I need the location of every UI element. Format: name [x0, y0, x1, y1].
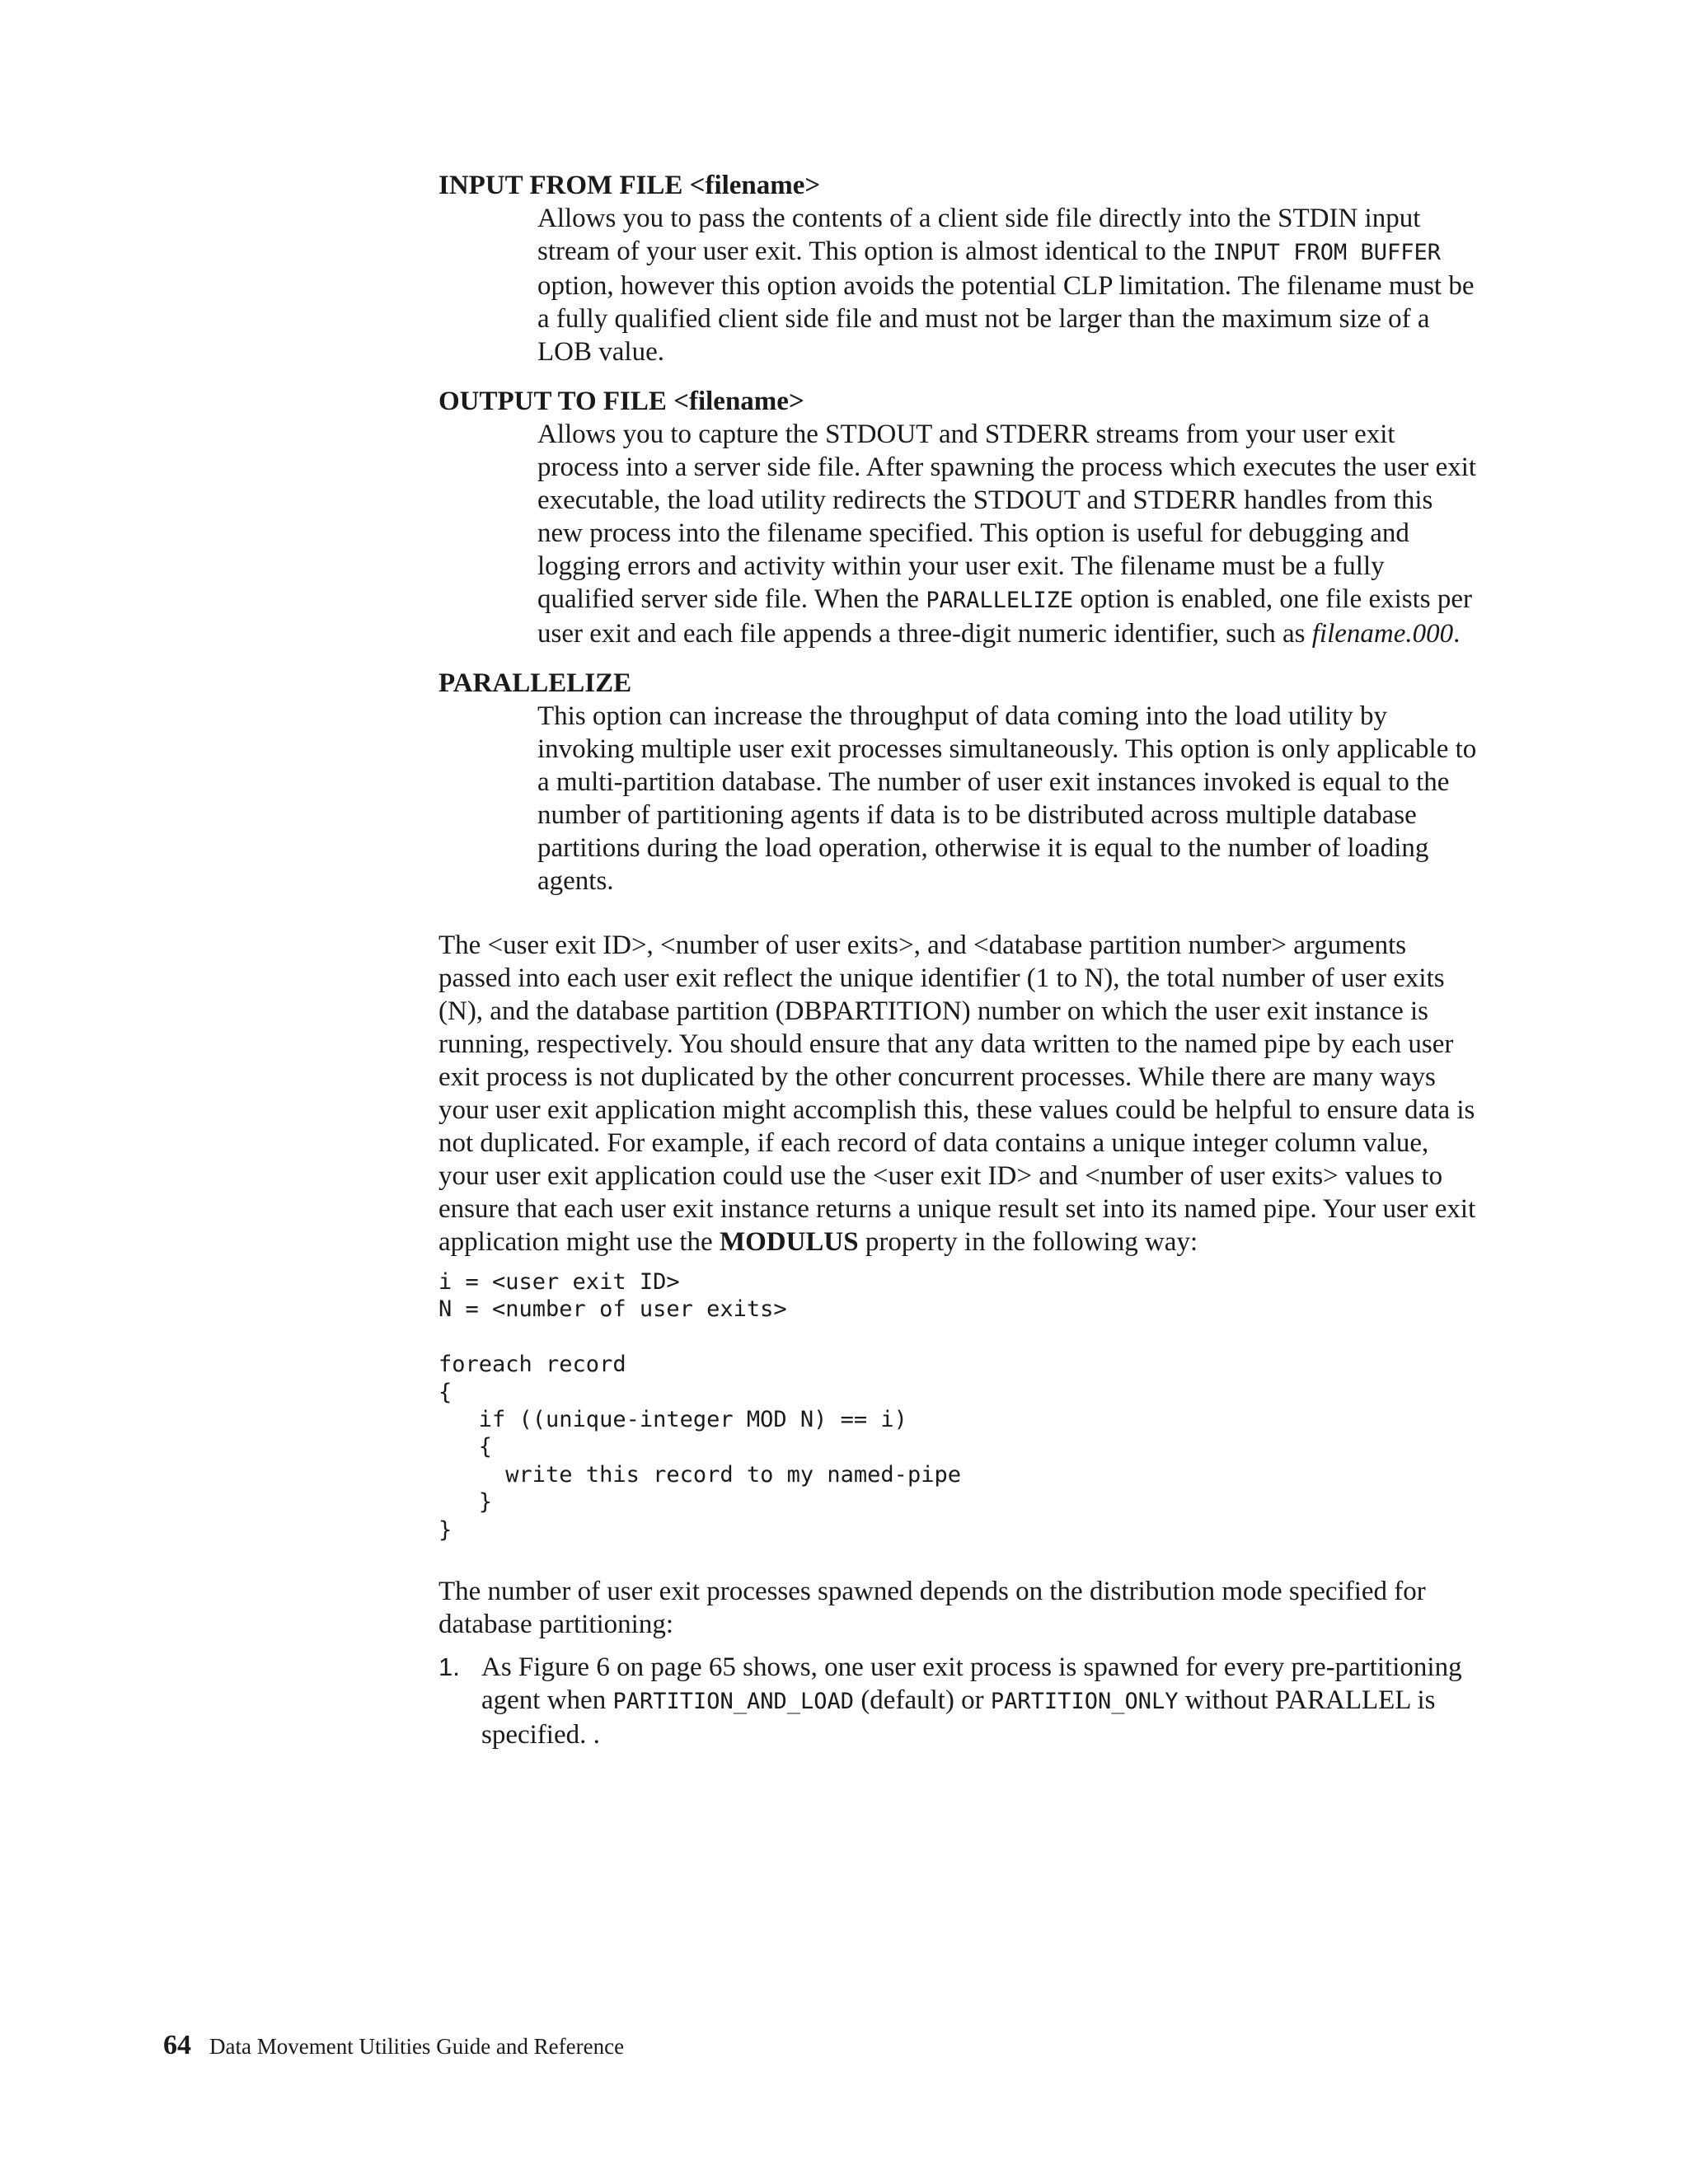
list-text: without PARALLEL is specified. .	[481, 1685, 1436, 1750]
page-content	[438, 169, 1477, 1751]
body-paragraph: The number of user exit processes spawned depends on the distribution mode specified for database partitioning:	[438, 1577, 1426, 1640]
option-term: OUTPUT TO FILE <filename>	[438, 387, 804, 416]
bold-term: MODULUS	[719, 1227, 859, 1257]
numbered-list	[438, 1651, 1477, 1751]
inline-code: PARTITION_ONLY	[990, 1689, 1179, 1715]
list-number: 1.	[438, 1652, 460, 1682]
paragraph-text: property in the following way:	[858, 1227, 1198, 1257]
option-description: This option can increase the throughput of data coming into the load utility by invoking multiple user exit processes simultaneously. This option is only applicable to a multi-partition database. The number of user exit instances invoked is equal to the number of partitioning agents if data is to be distributed across multiple database partitions during the load operation, otherwise it is equal to the number of loading agents.	[537, 701, 1477, 896]
option-term: INPUT FROM FILE <filename>	[438, 171, 821, 200]
list-item	[438, 1651, 1477, 1751]
option-entry-input-from-file	[438, 169, 1477, 368]
option-entry-output-to-file	[438, 385, 1477, 650]
option-description	[537, 202, 1477, 368]
description-text: Allows you to capture the STDOUT and STDERR streams from your user exit process into a server side file. After spawning the process which executes the user exit executable, the load utility redirects the STDOUT and STDERR handles from this new process into the filename specified. This option is useful for debugging and logging errors and activity within your user exit. The filename must be a fully qualified server side file. When the	[537, 419, 1477, 614]
description-text: Allows you to pass the contents of a client side file directly into the STDIN input stream of your user exit. This option is almost identical to the	[537, 204, 1421, 266]
page-number: 64	[163, 2030, 191, 2060]
inline-code: PARTITION_AND_LOAD	[612, 1689, 855, 1715]
inline-code: INPUT FROM BUFFER	[1212, 240, 1442, 265]
paragraph-text: The <user exit ID>, <number of user exits>, and <database partition number> arguments passed into each user exit reflect the unique identifier (1 to N), the total number of user exits (N), and the database partition (DBPARTITION) number on which the user exit instance is running, respectively. You should ensure that any data written to the named pipe by each user exit process is not duplicated by the other concurrent processes. While there are many ways your user exit application might accomplish this, these values could be helpful to ensure data is not duplicated. For example, if each record of data contains a unique integer column value, your user exit application could use the <user exit ID> and <number of user exits> values to ensure that each user exit instance returns a unique result set into its named pipe. Your user exit application might use the	[438, 930, 1476, 1257]
option-description	[537, 418, 1477, 650]
code-block: i = <user exit ID> N = <number of user exits> foreach record { if ((unique-integer MOD N) == i) { write this record to my named-pipe } }	[438, 1269, 961, 1543]
inline-code: PARALLELIZE	[926, 588, 1074, 613]
body-paragraph	[438, 929, 1477, 1258]
page-footer	[163, 2029, 624, 2063]
italic-filename: filename.000	[1311, 619, 1454, 649]
list-text: (default) or	[854, 1685, 991, 1716]
option-term: PARALLELIZE	[438, 668, 632, 698]
book-title: Data Movement Utilities Guide and Reference	[209, 2034, 625, 2059]
list-text: As Figure 6 on page 65 shows, one user exit process is spawned for every pre-partitioning agent when	[481, 1652, 1462, 1716]
description-text: option, however this option avoids the potential CLP limitation. The filename must be a fully qualified client side file and must not be larger than the maximum size of a LOB value.	[537, 271, 1475, 367]
description-text: option is enabled, one file exists per user exit and each file appends a three-digit numeric identifier, such as	[537, 584, 1473, 649]
option-entry-parallelize	[438, 667, 1477, 898]
description-text: .	[1453, 619, 1461, 649]
